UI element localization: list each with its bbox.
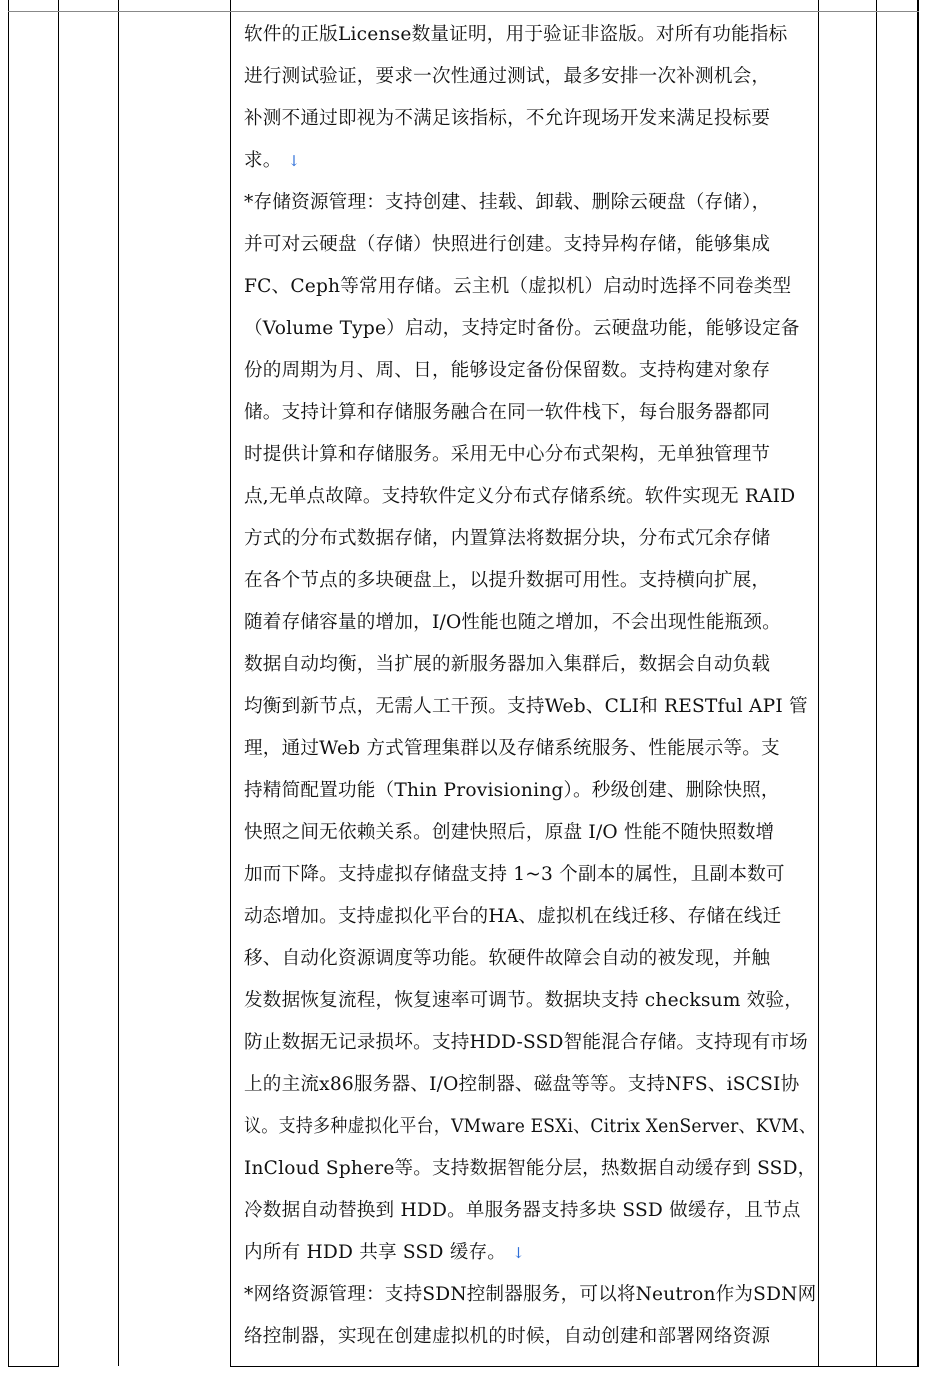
text-line: 软件的正版License数量证明，用于验证非盗版。对所有功能指标 [244, 24, 788, 45]
text-fragment: 内所有 HDD 共享 SSD 缓存。 [244, 1242, 507, 1263]
text-line: *存储资源管理：支持创建、挂载、卸载、删除云硬盘（存储）， [244, 192, 771, 213]
cell-content [244, 14, 817, 1358]
text-line: 补测不通过即视为不满足该指标，不允许现场开发来满足投标要 [244, 108, 771, 129]
text-line: 并可对云硬盘（存储）快照进行创建。支持异构存储，能够集成 [244, 234, 771, 255]
table-border-col5 [876, 0, 877, 1366]
text-line: 络控制器，实现在创建虚拟机的时候，自动创建和部署网络资源 [244, 1326, 771, 1347]
table-bottom-border-left [8, 1366, 59, 1367]
text-line: 理，通过Web 方式管理集群以及存储系统服务、性能展示等。支 [244, 738, 780, 759]
text-line: 点,无单点故障。支持软件定义分布式存储系统。软件实现无 RAID [244, 486, 796, 507]
text-line: 议。支持多种虚拟化平台，VMware ESXi、Citrix XenServer、KVM、 [244, 1116, 817, 1137]
text-line: 进行测试验证，要求一次性通过测试，最多安排一次补测机会， [244, 66, 771, 87]
text-line: 在各个节点的多块硬盘上，以提升数据可用性。支持横向扩展， [244, 570, 771, 591]
text-line: 均衡到新节点，无需人工干预。支持Web、CLI和 RESTful API 管 [244, 696, 808, 717]
table-top-border [8, 11, 919, 12]
paragraph-mark-icon: ↓ [287, 152, 301, 170]
text-line: 防止数据无记录损坏。支持HDD-SSD智能混合存储。支持现有市场 [244, 1032, 808, 1053]
text-line: 快照之间无依赖关系。创建快照后，原盘 I/O 性能不随快照数增 [244, 822, 775, 843]
text-line: 持精简配置功能（Thin Provisioning）。秒级创建、删除快照， [244, 780, 780, 801]
table-bottom-border-middle [230, 1366, 919, 1367]
text-line: 移、自动化资源调度等功能。软硬件故障会自动的被发现，并触 [244, 948, 771, 969]
text-line: 时提供计算和存储服务。采用无中心分布式架构，无单独管理节 [244, 444, 771, 465]
text-line: 加而下降。支持虚拟存储盘支持 1~3 个副本的属性，且副本数可 [244, 864, 785, 885]
table-border-col2 [118, 0, 119, 1366]
text-line: 数据自动均衡，当扩展的新服务器加入集群后，数据会自动负载 [244, 654, 771, 675]
text-line: FC、Ceph等常用存储。云主机（虚拟机）启动时选择不同卷类型 [244, 276, 792, 297]
text-line-last [244, 1232, 810, 1274]
text-line: 发数据恢复流程，恢复速率可调节。数据块支持 checksum 效验， [244, 990, 804, 1011]
table-border-col3 [230, 0, 231, 1366]
paragraph-mark-icon: ↓ [512, 1244, 525, 1262]
text-line: 随着存储容量的增加，I/O性能也随之增加，不会出现性能瓶颈。 [244, 612, 781, 633]
text-line: InCloud Sphere等。支持数据智能分层，热数据自动缓存到 SSD， [244, 1158, 817, 1179]
text-line: 方式的分布式数据存储，内置算法将数据分块，分布式冗余存储 [244, 528, 771, 549]
text-line: 冷数据自动替换到 HDD。单服务器支持多块 SSD 做缓存，且节点 [244, 1200, 801, 1221]
table-border-right [917, 0, 919, 1366]
text-line: 上的主流x86服务器、I/O控制器、磁盘等等。支持NFS、iSCSI协 [244, 1074, 800, 1095]
text-line-last [244, 140, 810, 182]
text-line: 份的周期为月、周、日，能够设定备份保留数。支持构建对象存 [244, 360, 771, 381]
text-line: 动态增加。支持虚拟化平台的HA、虚拟机在线迁移、存储在线迁 [244, 906, 782, 927]
text-line: *网络资源管理：支持SDN控制器服务，可以将Neutron作为SDN网 [244, 1284, 817, 1305]
table-border-col1 [58, 0, 59, 1366]
text-fragment: 求。 [244, 150, 282, 171]
table-border-col4 [818, 0, 819, 1366]
text-line: 储。支持计算和存储服务融合在同一软件栈下，每台服务器都同 [244, 402, 771, 423]
table-border-left [8, 0, 9, 1366]
text-line: （Volume Type）启动，支持定时备份。云硬盘功能，能够设定备 [244, 318, 800, 339]
